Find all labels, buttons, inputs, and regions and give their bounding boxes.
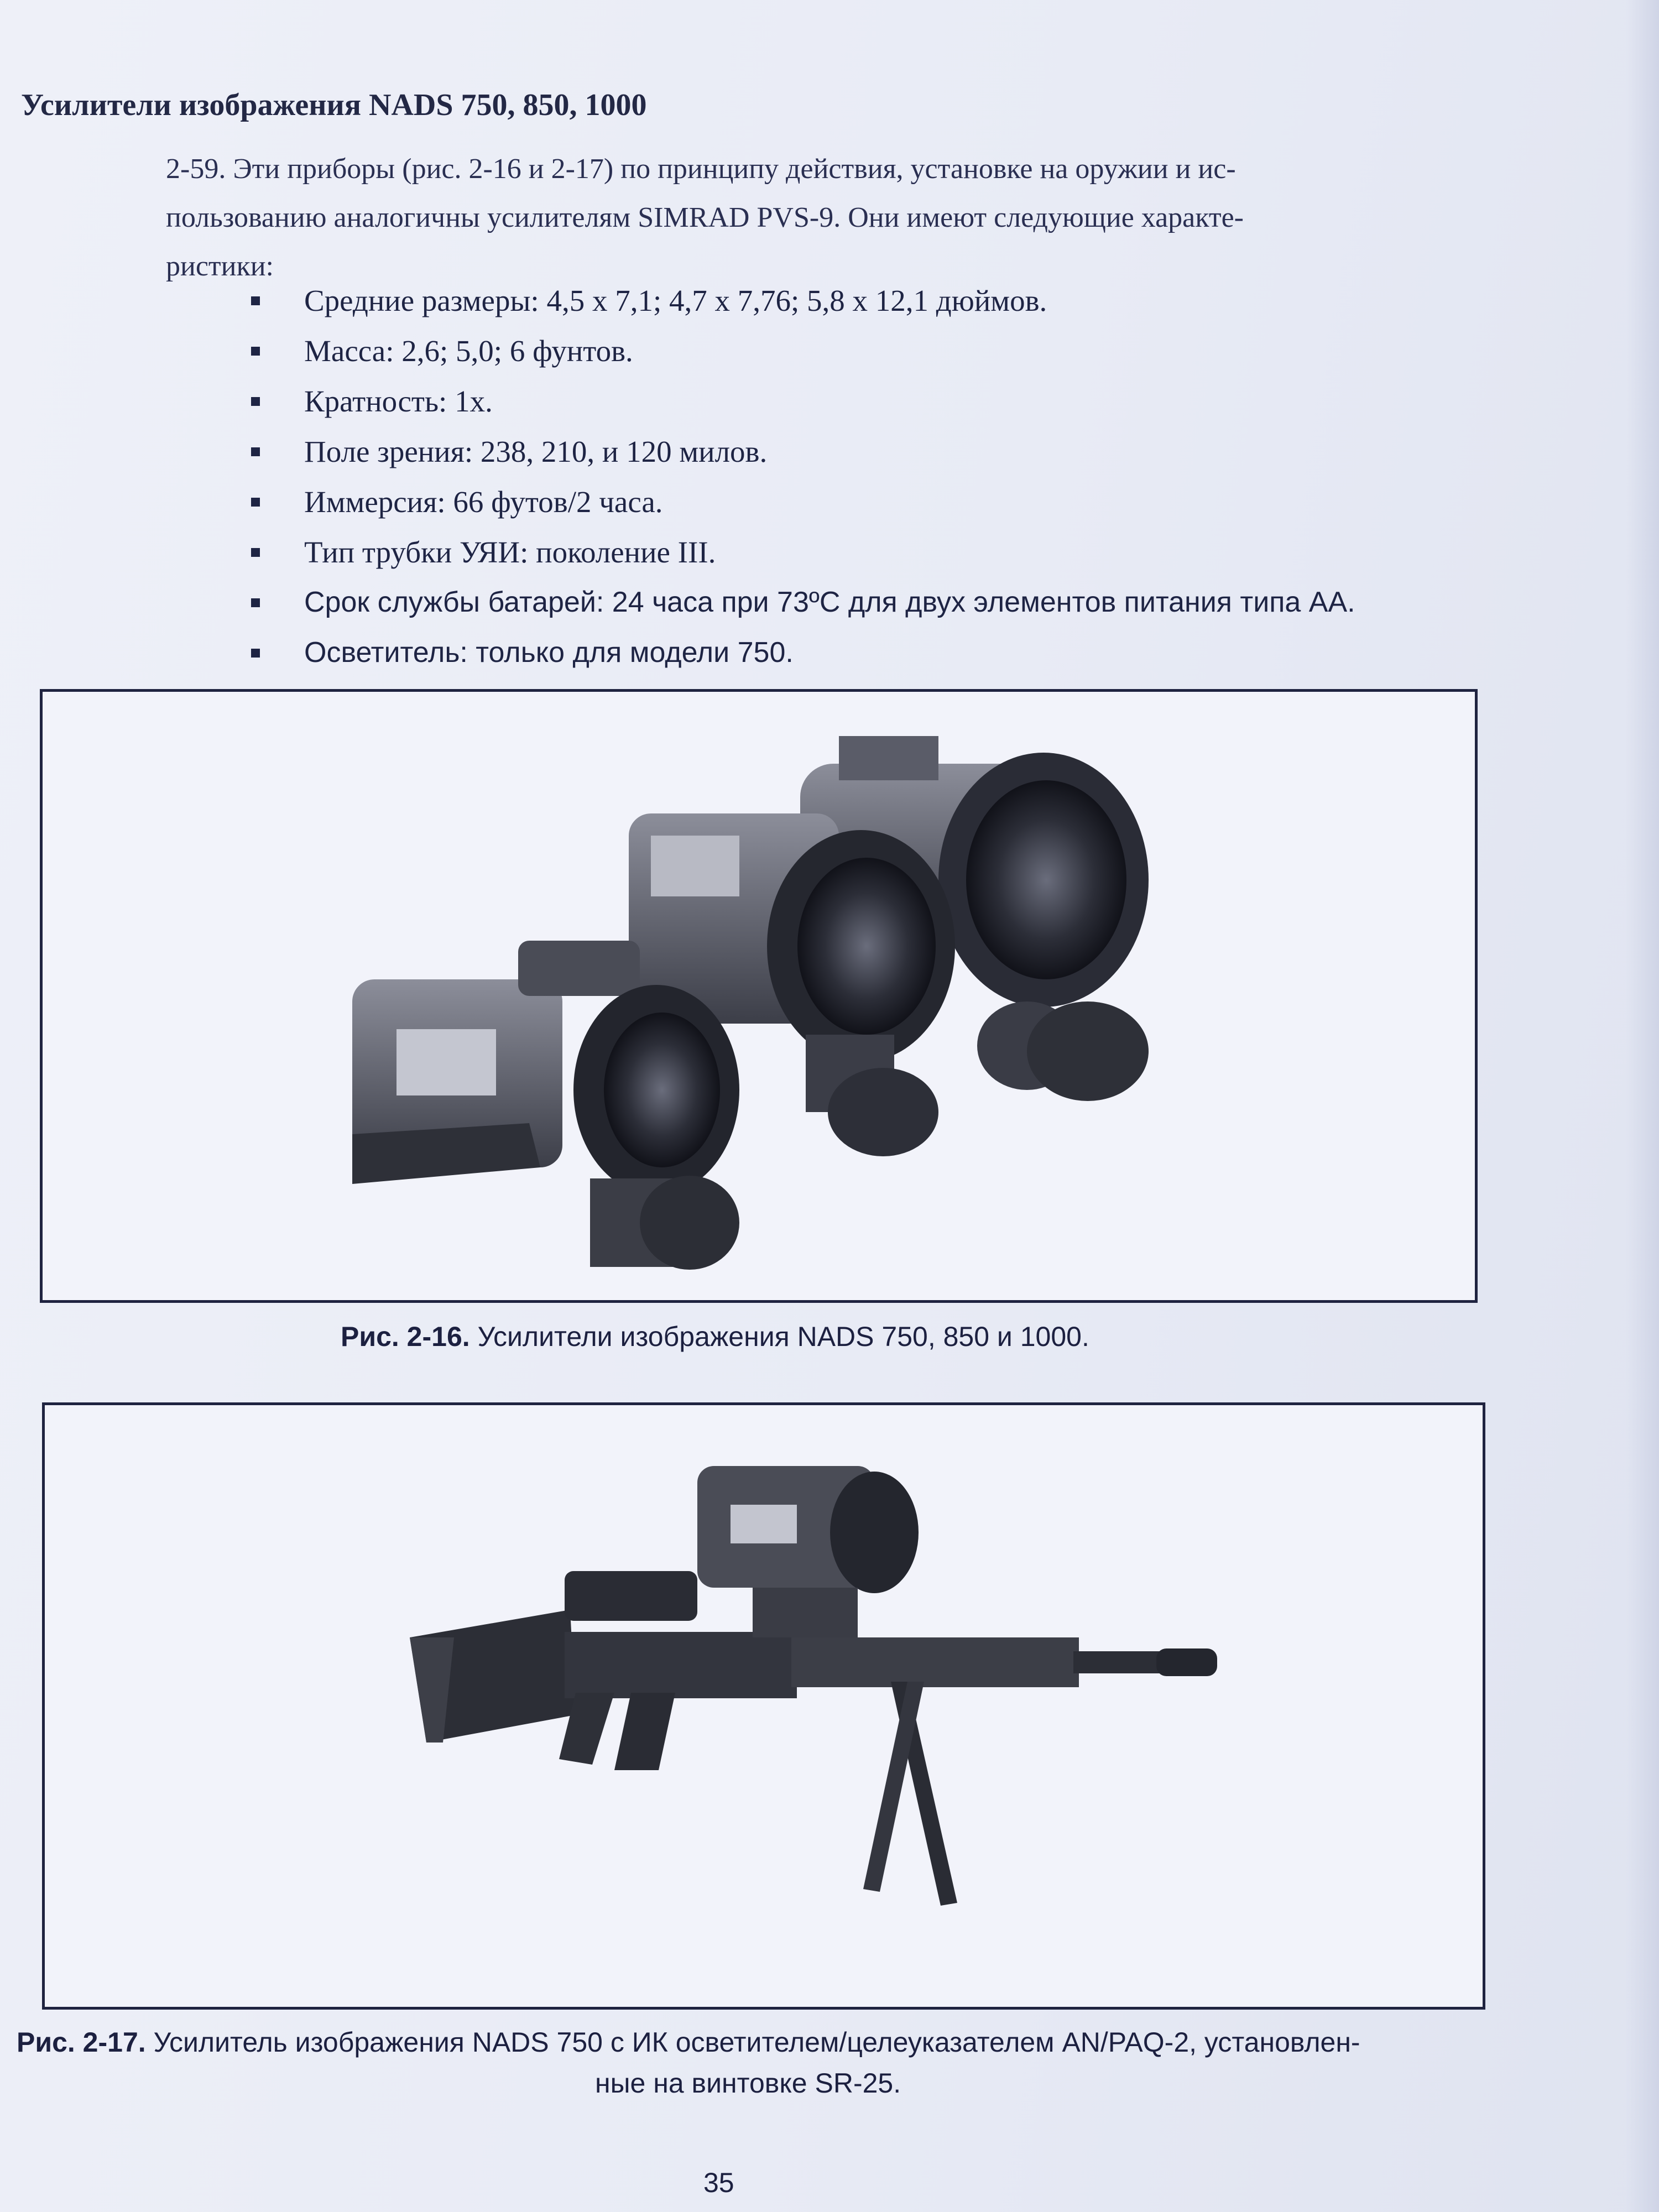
bullet-icon (251, 296, 260, 305)
list-item (243, 477, 1515, 527)
paragraph-line: ристики: (166, 251, 274, 282)
figure-2-17-caption-line1 (17, 2026, 1360, 2058)
night-vision-devices-image (43, 692, 1475, 1300)
figure-2-17-frame (42, 1402, 1485, 2010)
bullet-icon (251, 598, 260, 607)
list-item (243, 326, 1515, 376)
list-item-text: Масса: 2,6; 5,0; 6 фунтов. (304, 334, 633, 368)
list-item-text: Тип трубки УЯИ: поколение III. (304, 535, 716, 569)
nads-750-device (352, 941, 739, 1270)
figure-caption-text: Усилитель изображения NADS 750 с ИК осветителем/целеуказателем AN/PAQ-2, установлен- (145, 2027, 1360, 2058)
figure-2-16-frame (40, 689, 1478, 1303)
rifle-with-device-image (45, 1405, 1483, 2007)
figure-2-16-caption (341, 1321, 1089, 1353)
page-number: 35 (703, 2167, 734, 2198)
list-item-text: Поле зрения: 238, 210, и 120 милов. (304, 435, 768, 468)
bullet-icon (251, 548, 260, 557)
figure-label: Рис. 2-17. (17, 2027, 146, 2058)
list-item (243, 376, 1515, 426)
list-item (243, 527, 1515, 577)
list-item-text: Иммерсия: 66 футов/2 часа. (304, 485, 663, 519)
figure-label: Рис. 2-16. (341, 1321, 470, 1352)
paragraph-line: 2-59. Эти приборы (рис. 2-16 и 2-17) по принципу действия, установке на оружии и ис- (166, 153, 1236, 185)
list-item (243, 275, 1515, 326)
list-item-text: Осветитель: только для модели 750. (304, 637, 794, 669)
characteristics-list (243, 275, 1515, 678)
list-item-text: Средние размеры: 4,5 х 7,1; 4,7 х 7,76; 5,8 х 12,1 дюймов. (304, 284, 1047, 317)
bullet-icon (251, 397, 260, 406)
page-edge-shadow (1626, 0, 1659, 2212)
figure-caption-text: Усилители изображения NADS 750, 850 и 1000. (469, 1321, 1089, 1352)
paragraph-2-59 (166, 145, 1493, 291)
figure-2-17-caption-line2: ные на винтовке SR-25. (595, 2068, 901, 2099)
list-item (243, 426, 1515, 477)
sr-25-rifle (410, 1466, 1217, 1906)
paragraph-line: пользованию аналогичны усилителям SIMRAD PVS-9. Они имеют следующие характе- (166, 202, 1244, 233)
bullet-icon (251, 447, 260, 456)
list-item-text: Кратность: 1х. (304, 384, 493, 418)
list-item-text: Срок службы батарей: 24 часа при 73ºС для двух элементов питания типа АА. (304, 586, 1355, 618)
bullet-icon (251, 498, 260, 507)
bullet-icon (251, 347, 260, 356)
bullet-icon (251, 649, 260, 658)
list-item (243, 577, 1515, 628)
list-item (243, 628, 1515, 678)
section-title: Усилители изображения NADS 750, 850, 1000 (21, 88, 647, 122)
